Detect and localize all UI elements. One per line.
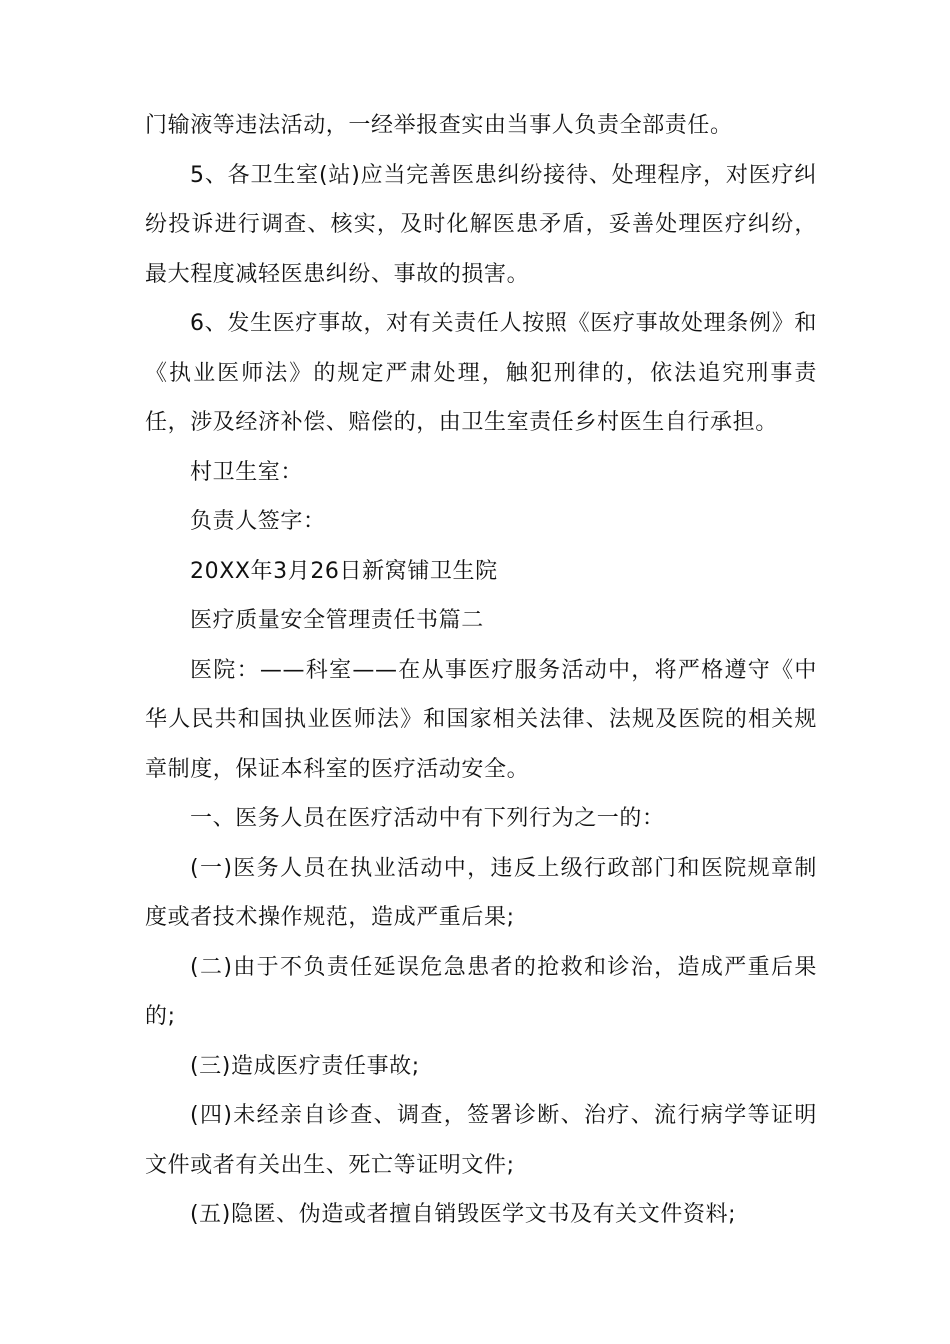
list-item: (二)由于不负责任延误危急患者的抢救和诊治，造成严重后果的; bbox=[145, 954, 817, 1029]
list-item: (三)造成医疗责任事故; bbox=[190, 1053, 420, 1079]
paragraph: 5、各卫生室(站)应当完善医患纠纷接待、处理程序，对医疗纠纷投诉进行调查、核实，及时化解医患矛盾，妥善处理医疗纠纷，最大程度减轻医患纠纷、事故的损害。 bbox=[145, 162, 817, 287]
section-title: 医疗质量安全管理责任书篇二 bbox=[190, 608, 484, 633]
list-item: (五)隐匿、伪造或者擅自销毁医学文书及有关文件资料; bbox=[190, 1202, 737, 1227]
paragraph: 门输液等违法活动，一经举报查实由当事人负责全部责任。 bbox=[145, 113, 733, 138]
paragraph: 6、发生医疗事故，对有关责任人按照《医疗事故处理条例》和《执业医师法》的规定严肃处理，触犯刑律的，依法追究刑事责任，涉及经济补偿、赔偿的，由卫生室责任乡村医生自行承担。 bbox=[145, 311, 817, 435]
paragraph: 一、医务人员在医疗活动中有下列行为之一的： bbox=[190, 806, 665, 831]
list-item: (一)医务人员在执业活动中，违反上级行政部门和医院规章制度或者技术操作规范，造成严重后果; bbox=[145, 855, 817, 930]
date-line: 20XX年3月26日新窝铺卫生院 bbox=[190, 558, 498, 584]
signature-line: 负责人签字： bbox=[190, 509, 326, 534]
paragraph: 村卫生室： bbox=[190, 459, 304, 485]
list-item: (四)未经亲自诊查、调查，签署诊断、治疗、流行病学等证明文件或者有关出生、死亡等证明文件; bbox=[145, 1103, 817, 1178]
paragraph: 医院：——科室——在从事医疗服务活动中，将严格遵守《中华人民共和国执业医师法》和国家相关法律、法规及医院的相关规章制度，保证本科室的医疗活动安全。 bbox=[145, 657, 817, 782]
document-body bbox=[145, 101, 817, 1240]
